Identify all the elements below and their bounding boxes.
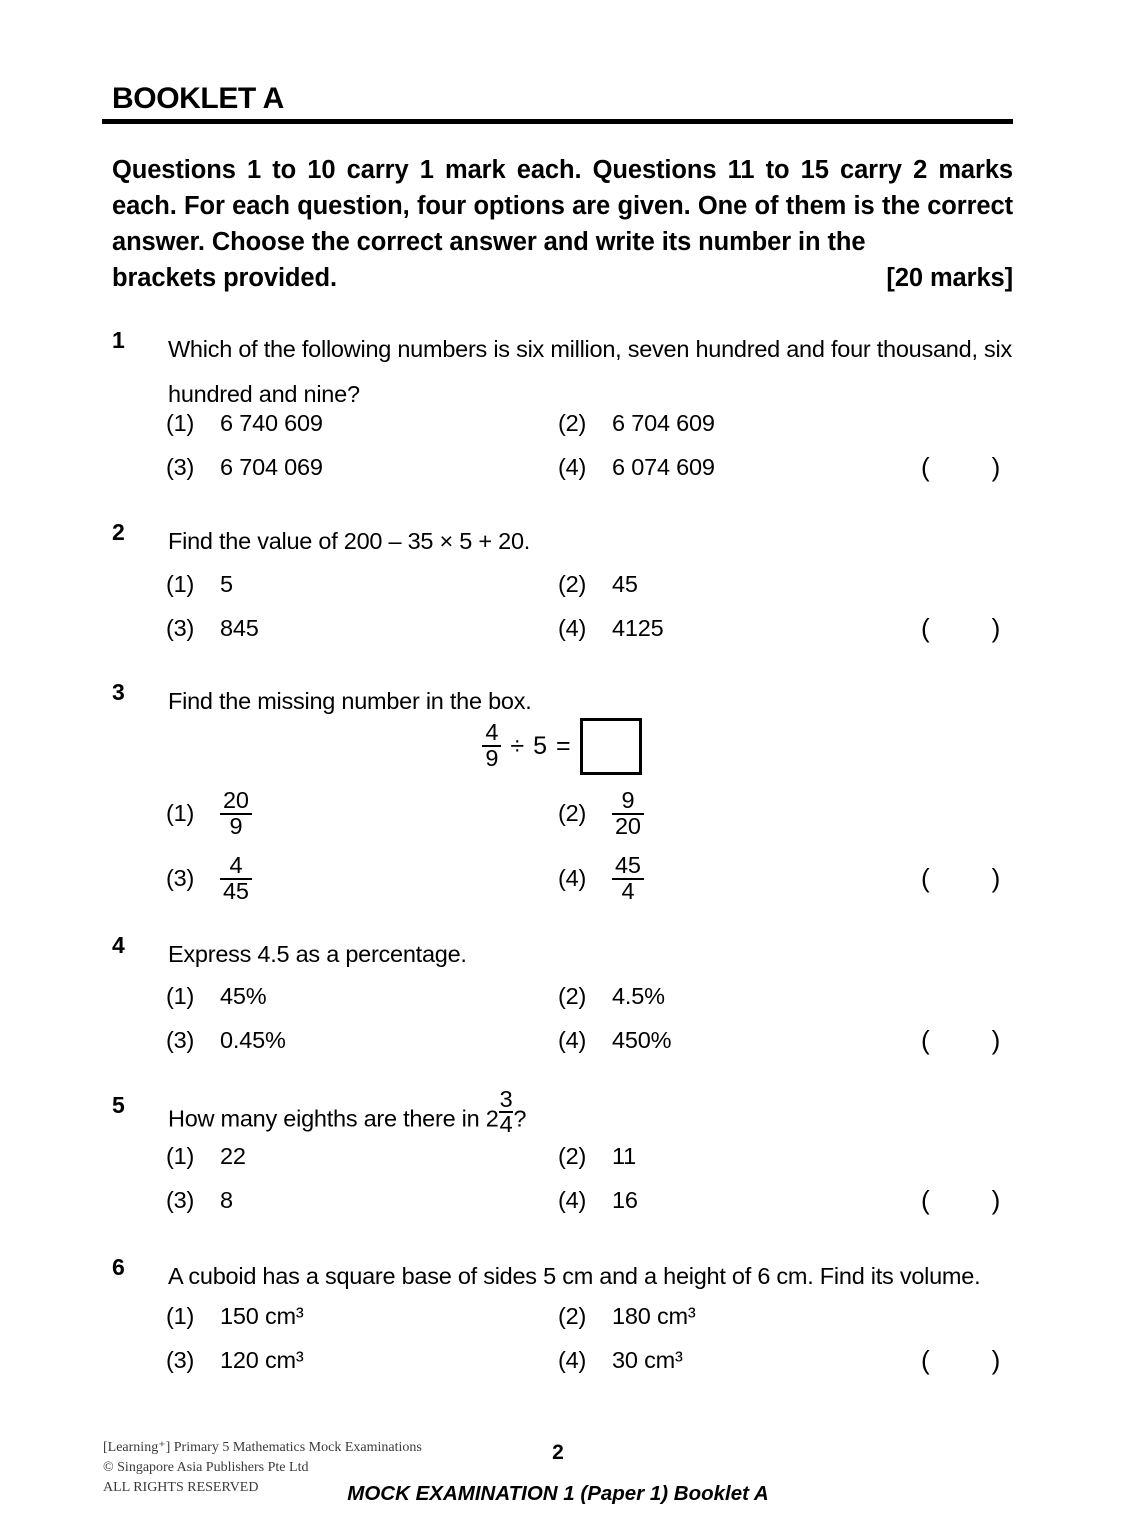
option-value: 22 [220, 1143, 246, 1169]
page-title: BOOKLET A [112, 82, 284, 115]
option-label: (3) [166, 1347, 195, 1373]
option-2[interactable] [558, 983, 665, 1010]
bracket-close: ) [991, 452, 1001, 482]
total-marks: [20 marks] [886, 264, 1013, 292]
answer-bracket[interactable] [921, 863, 1000, 894]
question-number: 1 [112, 327, 125, 353]
option-value: 11 [612, 1143, 636, 1169]
option-label: (4) [558, 1027, 587, 1053]
option-value: 4.5% [612, 983, 665, 1009]
option-label: (3) [166, 615, 195, 641]
option-1[interactable] [166, 787, 252, 840]
instructions-text: Questions 1 to 10 carry 1 mark each. Questions 11 to 15 carry 2 marks each. For each question, four options are given. One of them is the correct answer. Choose the correct answer and write its number in the [112, 156, 1013, 256]
answer-bracket[interactable] [921, 452, 1000, 483]
answer-box[interactable] [580, 718, 642, 775]
option-label: (4) [558, 1187, 587, 1213]
question-text: Find the value of 200 – 35 × 5 + 20. [168, 528, 531, 554]
fraction-denominator: 4 [499, 1111, 513, 1138]
equation-operand: 5 [533, 732, 548, 760]
equation-fraction [482, 718, 501, 771]
question-number: 3 [112, 679, 125, 705]
option-2[interactable] [558, 410, 715, 437]
bracket-open: ( [921, 1025, 930, 1055]
option-label: (4) [558, 615, 587, 641]
option-label: (3) [166, 865, 195, 892]
mixed-fraction [499, 1085, 514, 1138]
equals-sign: = [556, 732, 571, 760]
bracket-open: ( [921, 452, 930, 482]
answer-bracket[interactable] [921, 1025, 1000, 1056]
question-text: Express 4.5 as a percentage. [168, 941, 467, 967]
option-3[interactable] [166, 852, 252, 905]
fraction-denominator: 9 [229, 812, 243, 839]
bracket-close: ) [991, 1185, 1001, 1215]
option-2[interactable] [558, 571, 638, 598]
option-label: (1) [166, 410, 195, 436]
option-value: 45 [612, 571, 638, 597]
option-label: (2) [558, 571, 587, 597]
bracket-open: ( [921, 1345, 930, 1375]
option-label: (4) [558, 454, 587, 480]
option-value: 120 cm³ [220, 1347, 304, 1373]
fraction-denominator: 45 [223, 877, 249, 904]
option-value: 30 cm³ [612, 1347, 683, 1373]
option-4[interactable] [558, 1347, 683, 1374]
bracket-open: ( [921, 613, 930, 643]
division-operator: ÷ [510, 732, 525, 760]
fraction-denominator: 9 [485, 744, 499, 771]
bracket-open: ( [921, 1185, 930, 1215]
option-1[interactable] [166, 410, 323, 437]
option-label: (2) [558, 983, 587, 1009]
option-label: (4) [558, 865, 587, 892]
answer-bracket[interactable] [921, 1185, 1000, 1216]
option-label: (1) [166, 800, 195, 827]
option-3[interactable] [166, 1347, 304, 1374]
option-value: 6 074 609 [612, 454, 715, 480]
question-text-before: How many eighths are there in 2 [168, 1105, 499, 1132]
question-number: 2 [112, 519, 125, 545]
option-fraction [220, 854, 252, 904]
footer-line-3: ALL RIGHTS RESERVED [103, 1480, 259, 1495]
option-4[interactable] [558, 454, 715, 481]
option-1[interactable] [166, 1303, 304, 1330]
option-2[interactable] [558, 1143, 636, 1170]
option-1[interactable] [166, 1143, 246, 1170]
footer-line-1: [Learning⁺] Primary 5 Mathematics Mock Examinations [103, 1440, 422, 1455]
option-value: 45% [220, 983, 267, 1009]
option-label: (4) [558, 1347, 587, 1373]
option-3[interactable] [166, 454, 323, 481]
fraction-numerator: 4 [482, 721, 501, 747]
answer-bracket[interactable] [921, 1345, 1000, 1376]
option-label: (3) [166, 454, 195, 480]
option-4[interactable] [558, 615, 663, 642]
option-label: (1) [166, 1303, 195, 1329]
answer-bracket[interactable] [921, 613, 1000, 644]
fraction-numerator: 9 [612, 789, 644, 815]
option-value: 150 cm³ [220, 1303, 304, 1329]
option-value: 5 [220, 571, 233, 597]
fraction-numerator: 3 [499, 1085, 513, 1112]
option-3[interactable] [166, 1027, 286, 1054]
fraction-numerator: 4 [220, 854, 252, 880]
question-number: 6 [112, 1254, 125, 1280]
question-text-after: ? [513, 1105, 527, 1132]
option-1[interactable] [166, 983, 266, 1010]
option-value: 6 704 069 [220, 454, 323, 480]
option-value: 6 704 609 [612, 410, 715, 436]
option-3[interactable] [166, 1187, 233, 1214]
option-4[interactable] [558, 1187, 638, 1214]
question-text: A cuboid has a square base of sides 5 cm and a height of 6 cm. Find its volume. [168, 1263, 981, 1289]
option-value: 0.45% [220, 1027, 286, 1053]
bracket-close: ) [991, 1345, 1001, 1375]
instructions-last-line: brackets provided. [112, 264, 337, 292]
header-divider [102, 119, 1013, 124]
option-label: (1) [166, 1143, 195, 1169]
fraction-denominator: 20 [615, 812, 641, 839]
option-label: (2) [558, 800, 587, 827]
question-number: 4 [112, 932, 125, 958]
option-value: 450% [612, 1027, 672, 1053]
option-value: 16 [612, 1187, 638, 1213]
question-number: 5 [112, 1092, 125, 1118]
option-2[interactable] [558, 1303, 696, 1330]
fraction-numerator: 20 [220, 789, 252, 815]
option-label: (1) [166, 983, 195, 1009]
option-label: (3) [166, 1187, 195, 1213]
footer-line-2: © Singapore Asia Publishers Pte Ltd [103, 1460, 309, 1475]
option-label: (2) [558, 1143, 587, 1169]
option-4[interactable] [558, 1027, 671, 1054]
option-label: (2) [558, 1303, 587, 1329]
bracket-close: ) [991, 613, 1001, 643]
bracket-close: ) [991, 863, 1001, 893]
page-number: 2 [552, 1441, 564, 1464]
bracket-open: ( [921, 863, 930, 893]
option-fraction [220, 789, 252, 839]
question-text [168, 1085, 1013, 1142]
option-3[interactable] [166, 615, 259, 642]
option-label: (1) [166, 571, 195, 597]
option-value: 8 [220, 1187, 233, 1213]
option-1[interactable] [166, 571, 233, 598]
option-label: (2) [558, 410, 587, 436]
option-2[interactable] [558, 787, 644, 840]
question-3-equation [0, 718, 1124, 775]
bracket-close: ) [991, 1025, 1001, 1055]
question-text: Find the missing number in the box. [168, 688, 532, 714]
option-value: 845 [220, 615, 259, 641]
instructions-block [112, 152, 1013, 296]
option-fraction [612, 854, 644, 904]
option-fraction [612, 789, 644, 839]
option-value: 4125 [612, 615, 664, 641]
fraction-numerator: 45 [612, 854, 644, 880]
option-label: (3) [166, 1027, 195, 1053]
option-value: 180 cm³ [612, 1303, 696, 1329]
option-4[interactable] [558, 852, 644, 905]
footer-exam-label: MOCK EXAMINATION 1 (Paper 1) Booklet A [347, 1482, 769, 1505]
question-text: Which of the following numbers is six million, seven hundred and four thousand, six hundred and nine? [168, 336, 1012, 407]
fraction-denominator: 4 [621, 877, 635, 904]
option-value: 6 740 609 [220, 410, 323, 436]
